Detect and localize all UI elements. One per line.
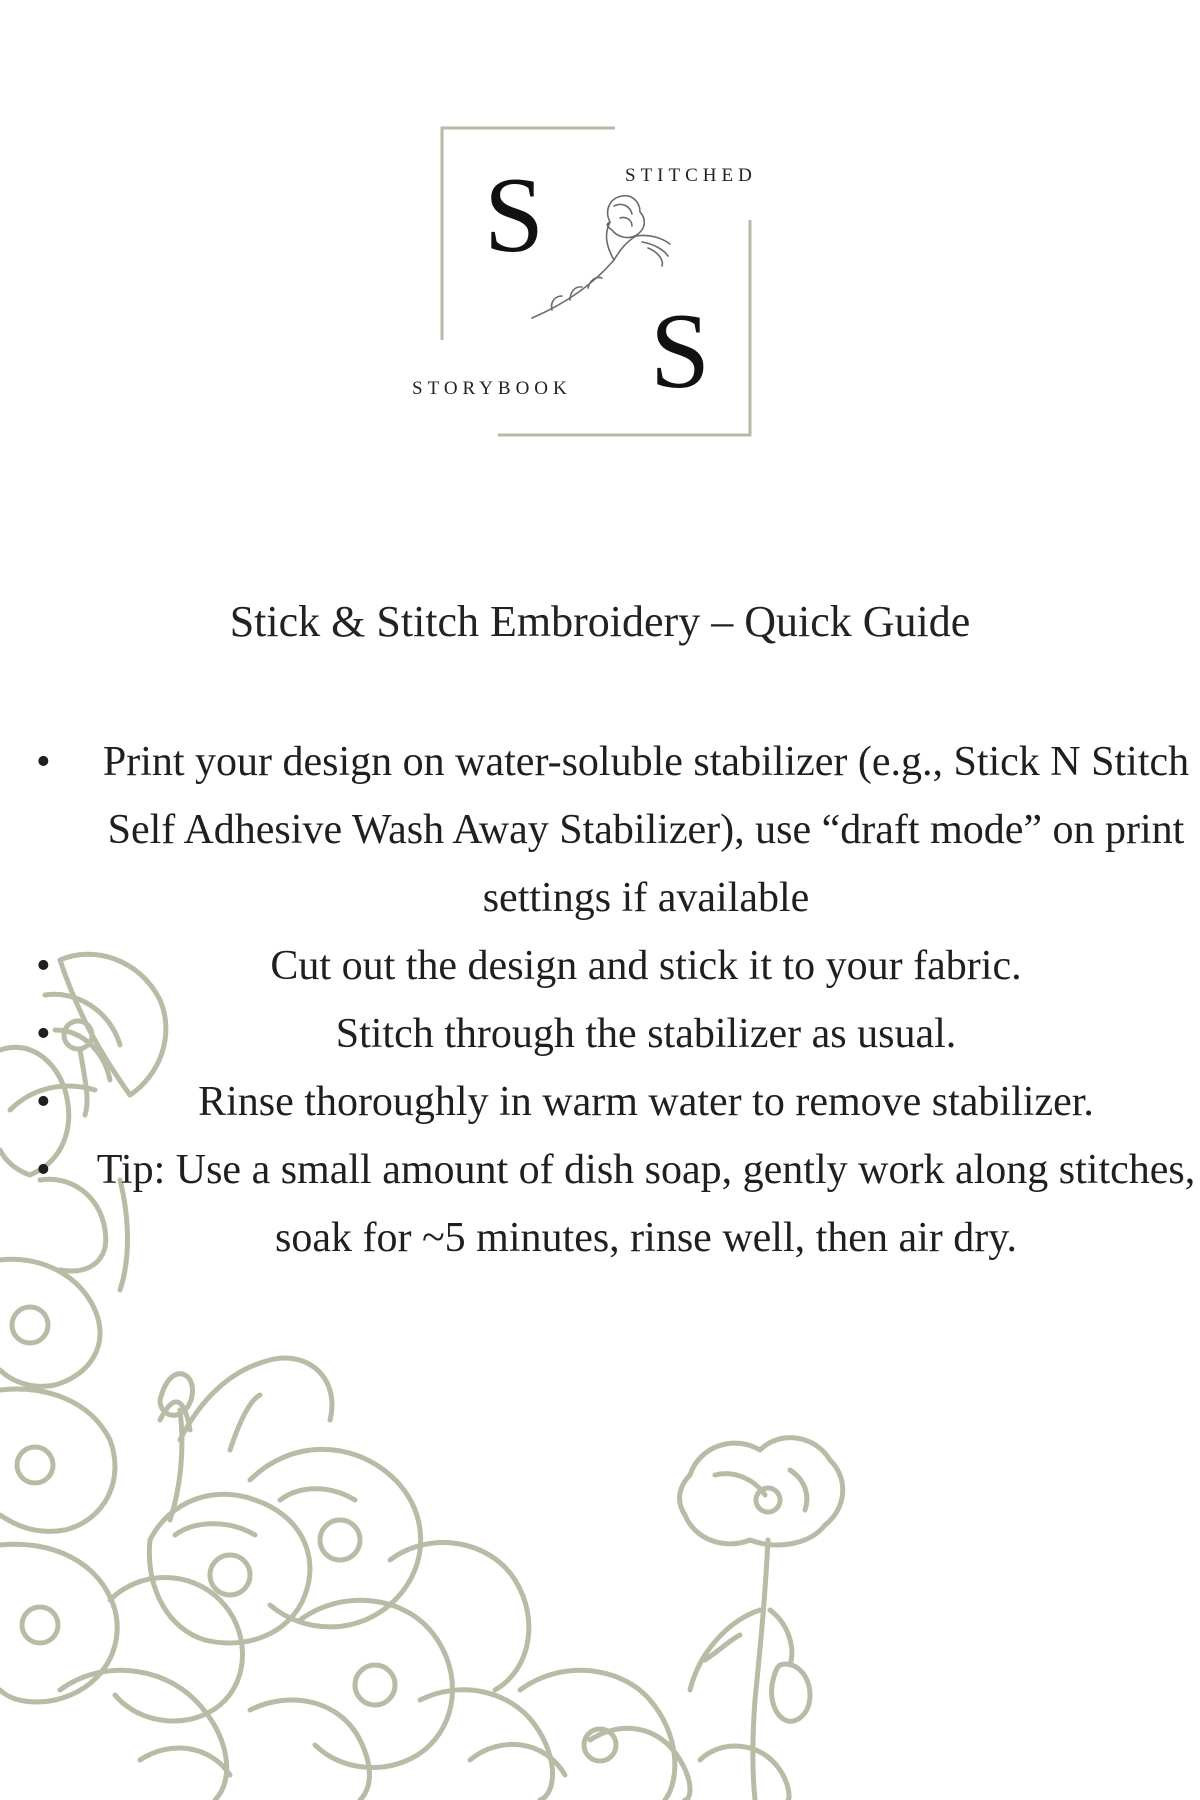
list-item — [28, 728, 1200, 932]
step-text: Cut out the design and stick it to your fabric. — [270, 943, 1022, 989]
step-text: Print your design on water-soluble stabilizer (e.g., Stick N Stitch Self Adhesive Wash Away Stabilizer), use “draft mode” on print settings if available — [102, 739, 1190, 921]
bullet-icon: • — [36, 943, 51, 989]
list-item — [28, 1068, 1200, 1136]
bullet-icon: • — [36, 1011, 51, 1057]
bullet-icon: • — [36, 1079, 51, 1125]
step-text: Tip: Use a small amount of dish soap, gently work along stitches, soak for ~5 minutes, rinse well, then air dry. — [96, 1147, 1196, 1261]
list-item — [28, 1136, 1200, 1272]
list-item — [28, 1000, 1200, 1068]
logo-initial-top: S — [484, 156, 545, 275]
guide-title-text: Stick & Stitch Embroidery – Quick Guide — [229, 597, 971, 646]
logo-initial-bottom: S — [650, 292, 711, 411]
logo-word-storybook: STORYBOOK — [412, 378, 572, 399]
list-item — [28, 932, 1200, 1000]
brand-logo — [400, 110, 760, 440]
logo-word-stitched: STITCHED — [625, 165, 757, 186]
guide-steps-list — [28, 728, 1200, 1272]
step-text: Rinse thoroughly in warm water to remove stabilizer. — [198, 1079, 1094, 1125]
bullet-icon: • — [36, 739, 51, 785]
bullet-icon: • — [36, 1147, 51, 1193]
step-text: Stitch through the stabilizer as usual. — [335, 1011, 957, 1057]
guide-title — [0, 596, 1200, 647]
